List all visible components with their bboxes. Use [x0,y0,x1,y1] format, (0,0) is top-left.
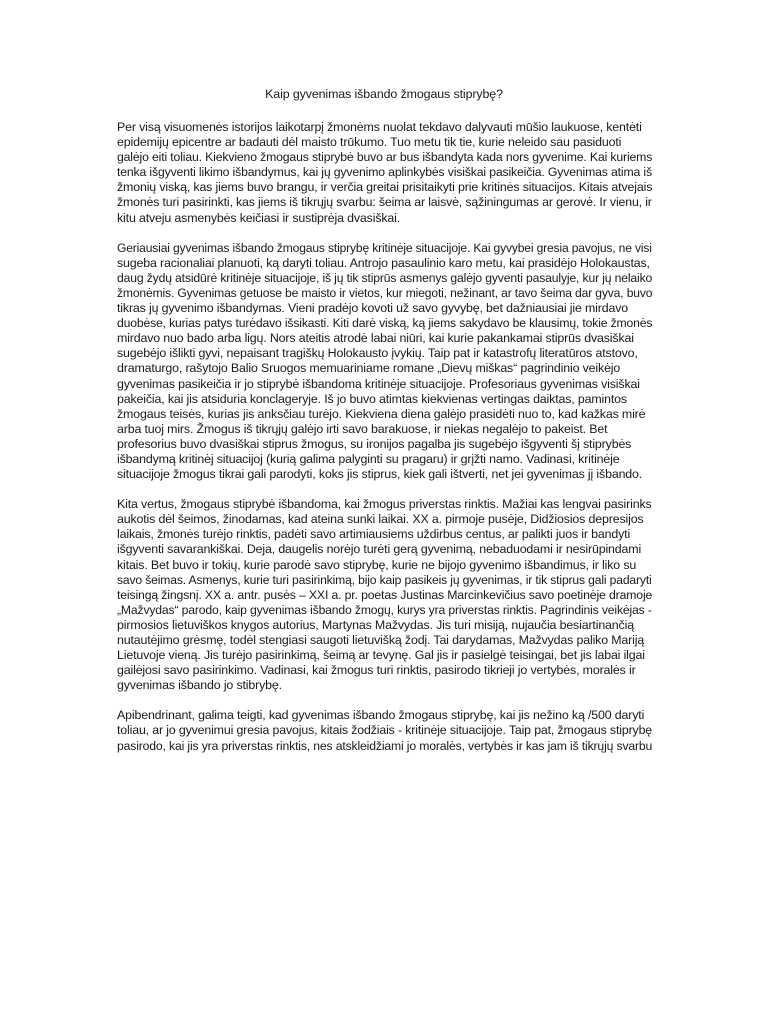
paragraph-line: žmonėmis. Gyvenimas getuose be maisto ir vietos, kur miegoti, nežinant, ar tavo šeima dar gyva, buvo [117,285,653,300]
paragraph-line: išbandymą kritinėj situacijoj (kurią galima palyginti su pragaru) ir grįžti namo. Vadinasi, kritinėje [117,451,620,466]
paragraph-line: mirdavo nuo bado arba ligų. Nors ateitis atrodė labai niūri, kai kurie pakankamai stiprūs dvasiškai [117,331,634,346]
paragraph-line: gyvenimas išbando jo stibrybę. [117,678,282,693]
body-paragraph [117,241,652,483]
paragraph-line: epidemijų epicentre ar badauti dėl maisto trūkumo. Tuo metu tik tie, kurie neleido sau pasiduoti [117,135,622,150]
paragraph-line: žmonės turi pasirinkti, kas jiems iš tikrųjų svarbu: šeima ar laisvė, sąžiningumas ar gerovė. Ir vienu, ir [117,195,652,210]
paragraph-line: pirmosios lietuviškos knygos autorius, Martynas Mažvydas. Jis turi misiją, nujaučia besiartinančią [117,617,634,632]
document-title: Kaip gyvenimas išbando žmogaus stiprybę? [265,87,503,101]
body-paragraph [117,708,652,753]
paragraph-line: žmonių viską, kas jiems buvo brangu, ir verčia greitai prisitaikyti prie kritinės situacijos. Kitais atvejais [117,180,653,195]
paragraph-line: aukotis dėl šeimos, žinodamas, kad ateina sunki laikai. XX a. pirmoje pusėje, Didžiosios depresijos [117,512,644,527]
paragraph-line: dramaturgo, rašytojo Balio Sruogos memuariniame romane „Dievų miškas“ pagrindinio veikėjo [117,361,621,376]
paragraph-line: gyvenimas pasikeičia ir jo stiprybė išbandoma kritinėje situacijoje. Profesoriaus gyvenimas visiškai [117,376,640,391]
paragraph-line: Per visą visuomenės istorijos laikotarpį žmonėms nuolat tekdavo dalyvauti mūšio laukuose, kentėti [117,120,642,134]
paragraph-line: teisingą žingsnį. XX a. antr. pusės – XXI a. pr. poetas Justinas Marcinkevičius savo poetinėje dramoje [117,587,653,602]
paragraph-line: sugebėjo išlikti gyvi, nepaisant tragiškų Holokausto įvykių. Taip pat ir katastrofų literatūros atstovo, [117,346,638,361]
paragraph-line: išgyventi savarankiškai. Deja, daugelis norėjo turėti gerą gyvenimą, nebaduodami ir nesirūpindami [117,542,642,557]
paragraph-line: „Mažvydas“ parodo, kaip gyvenimas išbando žmogų, kurys yra priverstas rinktis. Pagrindinis veikėjas - [117,602,652,617]
body-paragraph [117,497,652,693]
paragraph-line: galėjo eiti toliau. Kiekvieno žmogaus stiprybė buvo ar bus išbandyta kada nors gyvenime. Kai kuriems [117,150,653,165]
paragraph-line: gailėjosi savo pasirinkimo. Vadinasi, kai žmogus turi rinktis, pasirodo tikrieji jo vertybės, moralės ir [117,663,636,678]
paragraph-line: daug žydų atsidūrė kritinėje situacijoje, iš jų tik stiprūs asmenys galėjo gyventi pasaulyje, kur jų nelaiko [117,270,653,285]
paragraph-line: Lietuvoje vieną. Jis turėjo pasirinkimą, šeimą ar tevynę. Gal jis ir pasielgė teisingai, bet jis labai ilgai [117,648,645,663]
paragraph-line: Geriausiai gyvenimas išbando žmogaus stiprybę kritinėje situacijoje. Kai gyvybei gresia pavojus, ne visi [117,240,652,255]
paragraph-line: duobėse, kurias patys turėdavo išsikasti. Kiti darė viską, ką jiems sakydavo be klausimų, tokie žmonės [117,316,653,331]
paragraph-line: pasirodo, kai jis yra priverstas rinktis, nes atskleidžiami jo moralės, vertybės ir kas jam iš tikrųjų svarbu [117,738,653,753]
paragraph-line: situacijoje žmogus tikrai gali parodyti, koks jis stiprus, kiek gali ištverti, net jei gyvenimas jį išbando. [117,467,643,482]
paragraph-line: laikais, žmonės turėjo rinktis, padėti savo artimiausiems uždirbus centus, ar palikti juos ir bandyti [117,527,631,542]
paragraph-line: sugeba racionaliai planuoti, ką daryti toliau. Antrojo pasaulinio karo metu, kai prasidėjo Holokaustas, [117,255,650,270]
paragraph-line: nutautėjimo grėsmę, todėl stengiasi saugoti lietuvišką žodį. Tai darydamas, Mažvydas paliko Mariją [117,633,645,647]
paragraph-line: profesorius buvo dvasiškai stiprus žmogus, su ironijos pagalba jis sugebėjo išgyventi šį stiprybės [117,436,632,451]
document-body [117,120,652,769]
paragraph-line: savo šeimas. Asmenys, kurie turi pasirinkimą, bijo kaip pasikeis jų gyvenimas, ir tik stiprus gali padaryti [117,572,652,587]
paragraph-line: kitu atveju asmenybės keičiasi ir sustiprėja dvasiškai. [117,210,401,225]
paragraph-line: pakeičia, kai jis atsiduria konclageryje. Iš jo buvo atimtas kiekvienas vertingas daiktas, pamintos [117,391,627,406]
paragraph-line: žmogaus teisės, kurias jis anksčiau turėjo. Kiekviena diena galėjo prasidėti nuo to, kad kažkas mirė [117,406,646,421]
body-paragraph [117,120,652,226]
paragraph-line: Kita vertus, žmogaus stiprybė išbandoma, kai žmogus priverstas rinktis. Mažiai kas lengvai pasirinks [117,497,652,512]
paragraph-line: tenka išgyventi likimo išbandymus, kai jų gyvenimo aplinkybės visiškai pasikeičia. Gyvenimas atima iš [117,165,652,180]
paragraph-line: toliau, ar jo gyvenimui gresia pavojus, kitais žodžiais - kritinėje situacijoje. Taip pat, žmogaus stiprybę [117,723,653,738]
paragraph-line: tikras jų gyvenimo išbandymas. Vieni pradėjo kovoti už savo gyvybę, bet dažniausiai jie mirdavo [117,301,629,316]
paragraph-line: arba tuoj mirs. Žmogus iš tikrųjų galėjo irti savo barakuose, ir niekas negalėjo to pakeist. Bet [117,421,608,436]
paragraph-line: kitais. Bet buvo ir tokių, kurie parodė savo stiprybę, kurie ne bijojo gyvenimo išbandimus, ir liko su [117,557,637,572]
paragraph-line: Apibendrinant, galima teigti, kad gyvenimas išbando žmogaus stiprybę, kai jis nežino ką /500 daryti [117,708,645,723]
